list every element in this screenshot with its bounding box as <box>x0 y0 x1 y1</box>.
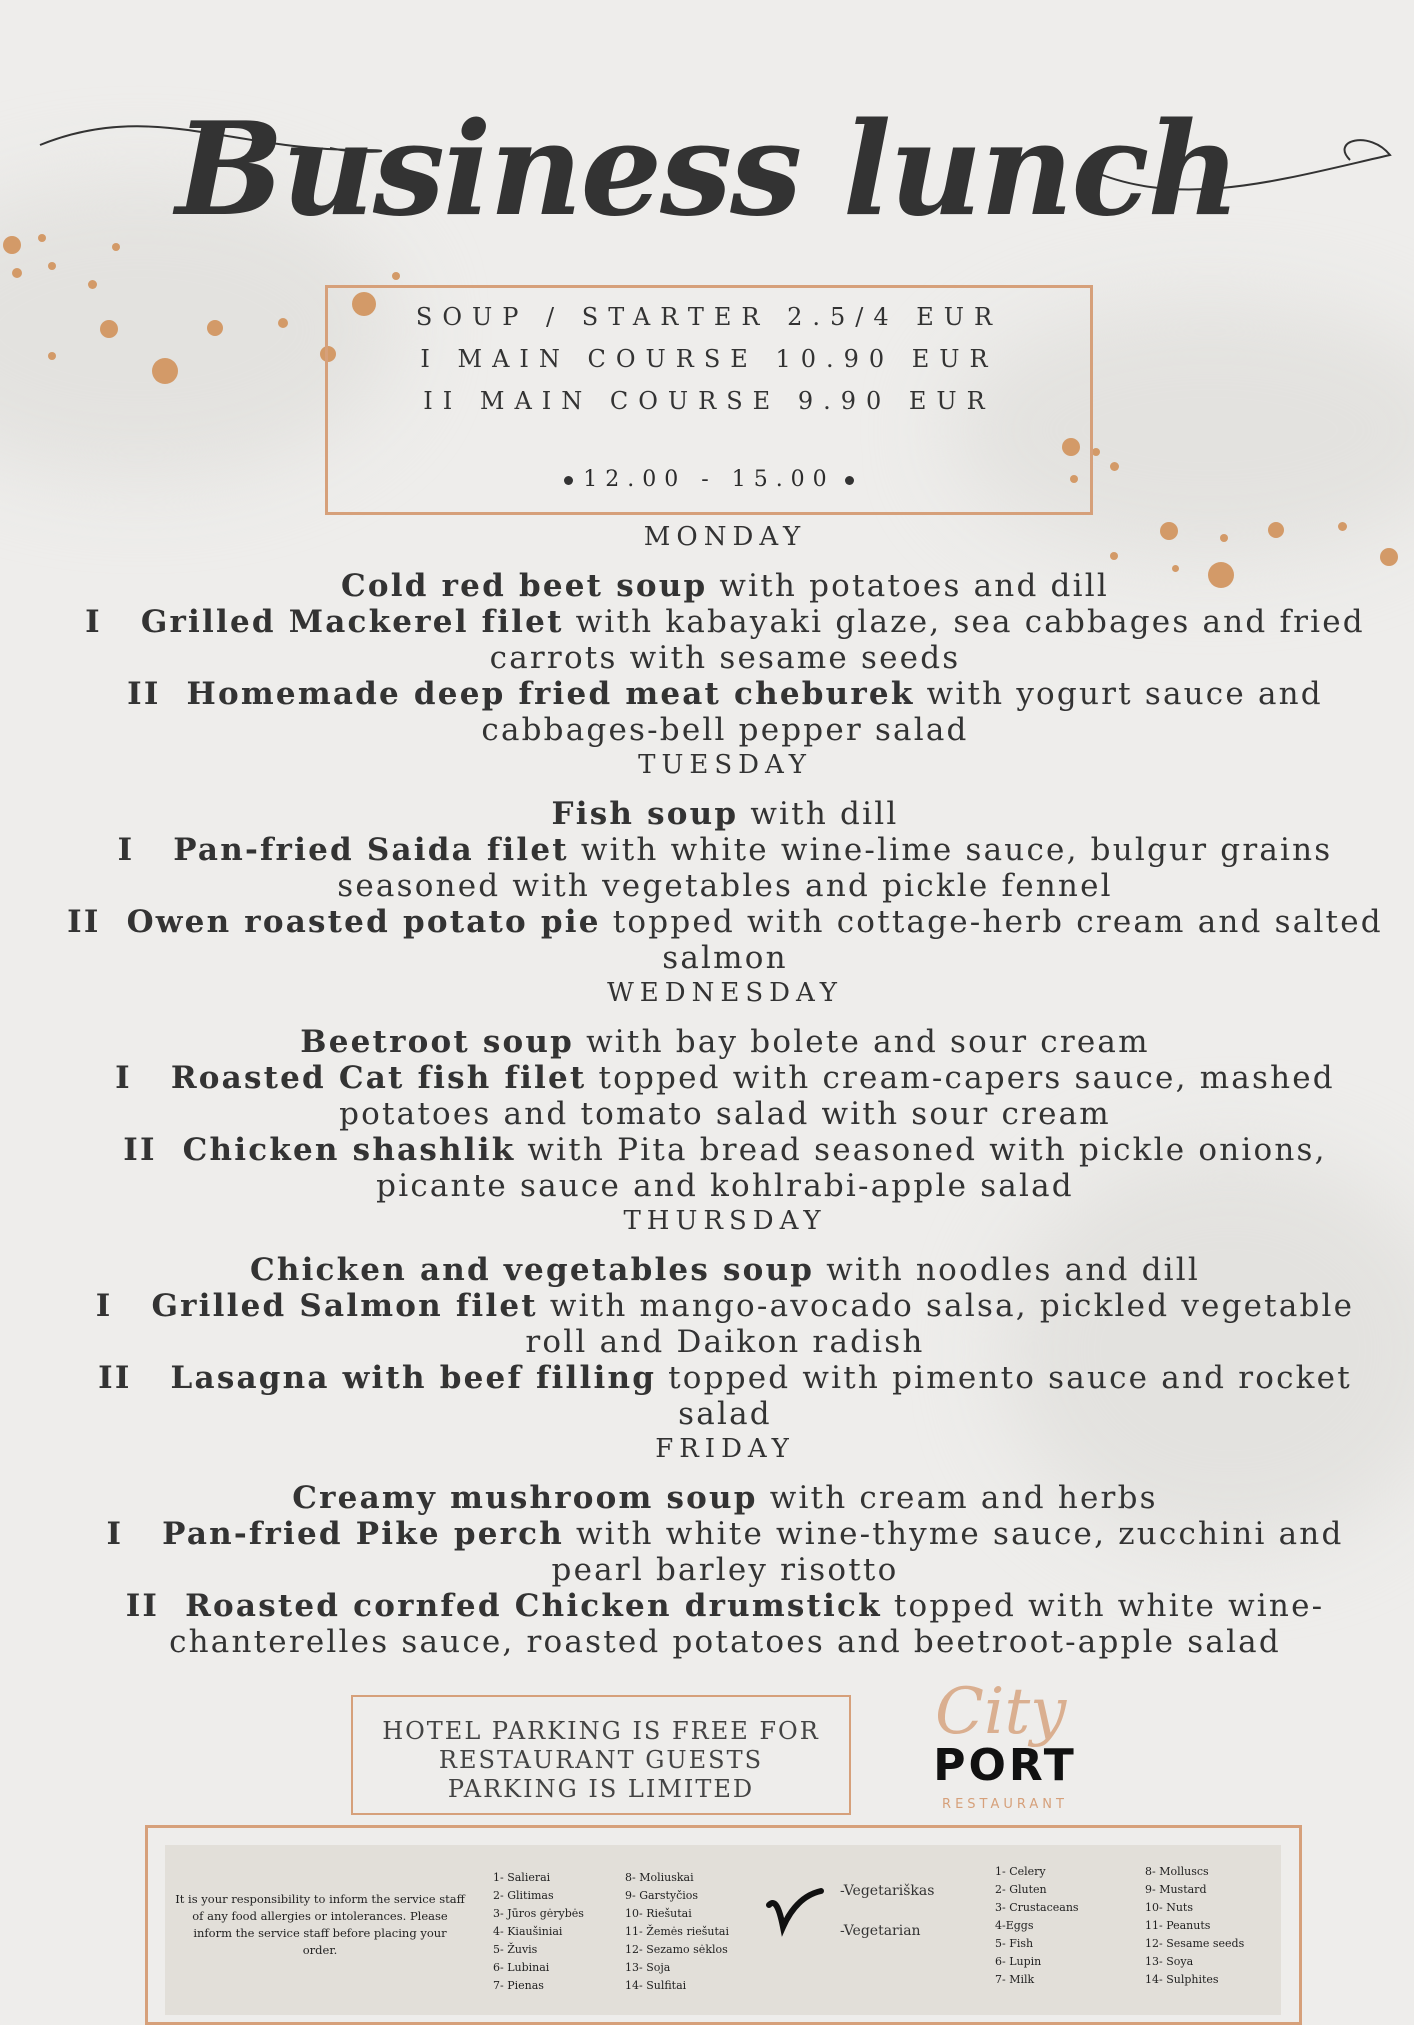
dish-main-2 <box>60 904 1390 976</box>
day-section <box>60 976 1390 1204</box>
day-title: FRIDAY <box>655 1434 795 1464</box>
dish-name: Chicken shashlik <box>182 1132 516 1168</box>
allergy-notice: It is your responsibility to inform the service staff of any food allergies or intolerances. Please inform the service staff before placing your order. <box>175 1892 465 1957</box>
dish-main-2 <box>60 1132 1390 1204</box>
allergen-item: 12- Sesame seeds <box>1145 1937 1245 1950</box>
day-title: WEDNESDAY <box>607 978 843 1008</box>
dish-soup <box>60 1480 1390 1516</box>
logo-script: City <box>935 1675 1067 1749</box>
vegetarian-label-lt: -Vegetariškas <box>840 1883 935 1899</box>
dish-name: Fish soup <box>551 796 739 832</box>
dish-name: Pan-fried Pike perch <box>162 1516 564 1552</box>
allergen-item: 13- Soja <box>625 1961 671 1974</box>
dish-name: Chicken and vegetables soup <box>249 1252 815 1288</box>
dish-soup <box>60 568 1390 604</box>
dish-soup <box>60 1024 1390 1060</box>
allergen-item: 5- Žuvis <box>493 1943 538 1956</box>
day-section <box>60 1432 1390 1660</box>
dish-name: Grilled Mackerel filet <box>140 604 564 640</box>
logo-name: PORT <box>933 1740 1077 1791</box>
allergen-item: 10- Riešutai <box>625 1907 692 1920</box>
dish-course: I <box>85 604 141 640</box>
dish-description: topped with cottage-herb cream and salted salmon <box>600 904 1383 976</box>
dish-description: with cream and herbs <box>757 1480 1158 1516</box>
dish-description: with white wine-thyme sauce, zucchini and pearl barley risotto <box>551 1516 1344 1588</box>
day-section <box>60 520 1390 748</box>
bullet-icon <box>564 476 573 485</box>
dish-description: with noodles and dill <box>814 1252 1201 1288</box>
dish-main-2 <box>60 676 1390 748</box>
allergen-item: 10- Nuts <box>1145 1901 1193 1914</box>
dish-course: I <box>106 1516 163 1552</box>
dish-name: Lasagna with beef filling <box>170 1360 657 1396</box>
dish-description: with mango-avocado salsa, pickled vegetable roll and Daikon radish <box>525 1288 1355 1360</box>
vegetarian-icon <box>765 1887 825 1937</box>
dish-description: with yogurt sauce and cabbages-bell pepper salad <box>481 676 1323 748</box>
allergen-item: 1- Salierai <box>493 1871 551 1884</box>
dish-course: I <box>95 1288 152 1324</box>
logo-subtitle: RESTAURANT <box>942 1797 1068 1812</box>
allergen-item: 11- Žemės riešutai <box>625 1925 729 1938</box>
day-title: THURSDAY <box>623 1206 827 1236</box>
allergen-item: 5- Fish <box>995 1937 1034 1950</box>
dish-name: Grilled Salmon filet <box>151 1288 538 1324</box>
dish-name: Homemade deep fried meat cheburek <box>186 676 915 712</box>
day-section <box>60 748 1390 976</box>
allergen-item: 14- Sulfitai <box>625 1979 687 1992</box>
allergen-item: 3- Jūros gėrybės <box>493 1907 584 1920</box>
dish-name: Cold red beet soup <box>341 568 708 604</box>
dish-main-2 <box>60 1360 1390 1432</box>
dish-course: I <box>117 832 174 868</box>
dish-course: II <box>123 1132 183 1168</box>
page-title: Business lunch <box>175 95 1239 245</box>
allergen-item: 2- Glitimas <box>493 1889 554 1902</box>
allergen-panel <box>145 1825 1302 2025</box>
dish-description: with dill <box>738 796 899 832</box>
dish-name: Creamy mushroom soup <box>292 1480 758 1516</box>
parking-line: RESTAURANT GUESTS <box>438 1746 764 1774</box>
allergen-item: 3- Crustaceans <box>995 1901 1079 1914</box>
allergen-list-en-2 <box>1145 1863 1244 1989</box>
parking-line: HOTEL PARKING IS FREE FOR <box>382 1717 820 1745</box>
dish-name: Roasted cornfed Chicken drumstick <box>185 1588 882 1624</box>
dish-soup <box>60 1252 1390 1288</box>
allergen-list-lt-1 <box>493 1869 584 1995</box>
price-main-2: II MAIN COURSE 9.90 EUR <box>423 387 995 415</box>
parking-line: PARKING IS LIMITED <box>447 1775 755 1803</box>
dish-main-1 <box>60 832 1390 904</box>
dish-course: II <box>98 1360 171 1396</box>
restaurant-logo <box>915 1675 1095 1815</box>
allergen-item: 6- Lupin <box>995 1955 1042 1968</box>
hours-text: 12.00 - 15.00 <box>583 467 835 492</box>
allergen-list-en-1 <box>995 1863 1079 1989</box>
allergen-item: 9- Mustard <box>1145 1883 1207 1896</box>
price-main-1: I MAIN COURSE 10.90 EUR <box>420 345 998 373</box>
price-box <box>325 285 1093 515</box>
dish-course: II <box>125 1588 186 1624</box>
serving-hours <box>328 467 1090 492</box>
dish-name: Owen roasted potato pie <box>126 904 601 940</box>
price-soup: SOUP / STARTER 2.5/4 EUR <box>415 303 1003 331</box>
allergen-item: 8- Moliuskai <box>625 1871 694 1884</box>
dish-description: with white wine-lime sauce, bulgur grains seasoned with vegetables and pickle fennel <box>337 832 1333 904</box>
allergen-item: 13- Soya <box>1145 1955 1194 1968</box>
allergen-item: 9- Garstyčios <box>625 1889 699 1902</box>
allergen-item: 11- Peanuts <box>1145 1919 1211 1932</box>
dish-main-1 <box>60 1516 1390 1588</box>
dish-description: with potatoes and dill <box>707 568 1109 604</box>
allergen-item: 2- Gluten <box>995 1883 1047 1896</box>
allergen-item: 7- Milk <box>995 1973 1035 1986</box>
dish-description: with Pita bread seasoned with pickle onions, picante sauce and kohlrabi-apple salad <box>376 1132 1327 1204</box>
dish-name: Beetroot soup <box>300 1024 575 1060</box>
allergen-item: 14- Sulphites <box>1145 1973 1219 1986</box>
allergen-item: 8- Molluscs <box>1145 1865 1209 1878</box>
allergen-item: 7- Pienas <box>493 1979 544 1992</box>
dish-main-1 <box>60 604 1390 676</box>
allergen-item: 12- Sezamo sėklos <box>625 1943 728 1956</box>
dish-course: I <box>115 1060 171 1096</box>
allergen-item: 4-Eggs <box>995 1919 1034 1932</box>
allergen-list-lt-2 <box>625 1869 729 1995</box>
dish-description: with bay bolete and sour cream <box>574 1024 1150 1060</box>
dish-main-2 <box>60 1588 1390 1660</box>
dish-description: topped with white wine-chanterelles sauce, roasted potatoes and beetroot-apple salad <box>169 1588 1325 1660</box>
allergen-item: 6- Lubinai <box>493 1961 550 1974</box>
vegetarian-label-en: -Vegetarian <box>840 1923 921 1939</box>
day-title: MONDAY <box>643 522 807 552</box>
allergen-item: 4- Kiaušiniai <box>493 1925 563 1938</box>
dish-description: with kabayaki glaze, sea cabbages and fried carrots with sesame seeds <box>489 604 1365 676</box>
weekly-menu <box>60 520 1390 1660</box>
allergen-panel-inner <box>165 1845 1281 2015</box>
day-section <box>60 1204 1390 1432</box>
dish-soup <box>60 796 1390 832</box>
dish-main-1 <box>60 1288 1390 1360</box>
allergen-item: 1- Celery <box>995 1865 1046 1878</box>
parking-notice <box>351 1695 851 1815</box>
dish-name: Pan-fried Saida filet <box>173 832 569 868</box>
dish-course: II <box>127 676 187 712</box>
bullet-icon <box>845 476 854 485</box>
dish-description: topped with cream-capers sauce, mashed potatoes and tomato salad with sour cream <box>339 1060 1335 1132</box>
day-title: TUESDAY <box>638 750 812 780</box>
dish-name: Roasted Cat fish filet <box>170 1060 587 1096</box>
dish-description: topped with pimento sauce and rocket salad <box>656 1360 1352 1432</box>
dish-course: II <box>67 904 127 940</box>
dish-main-1 <box>60 1060 1390 1132</box>
